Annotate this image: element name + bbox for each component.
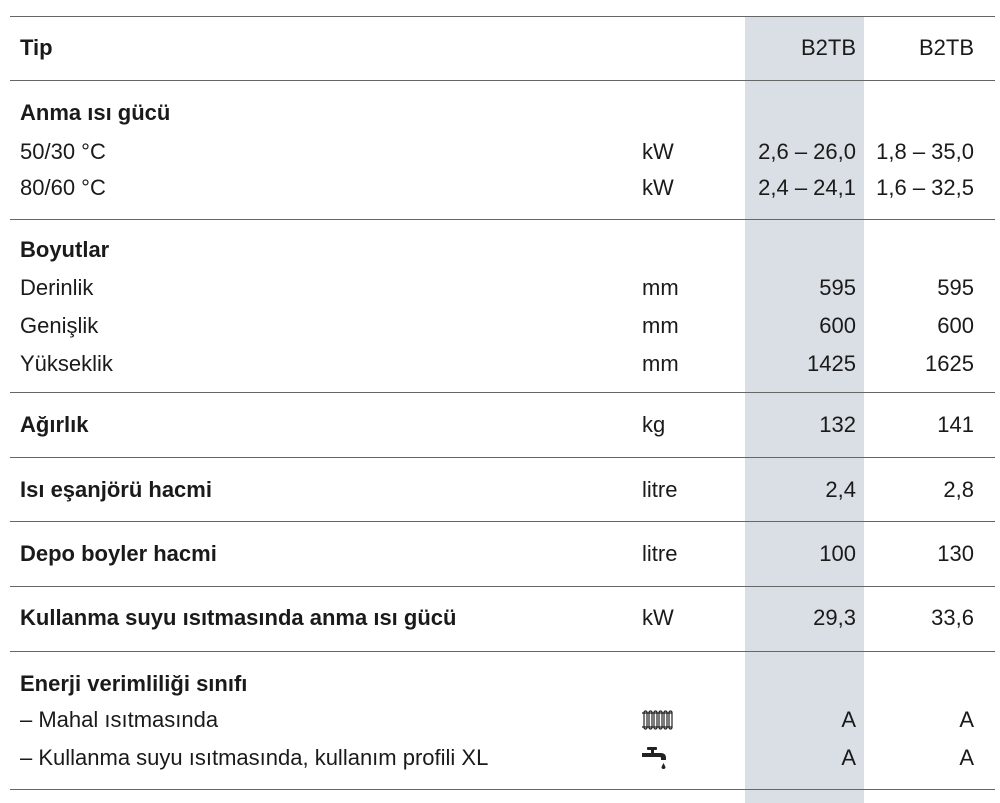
header-col2: B2TB [918,35,974,60]
row-value-2: A [959,707,974,732]
row-label: – Mahal ısıtmasında [20,707,219,732]
row-label-agirlik: Ağırlık [20,412,89,437]
section-title-enerji: Enerji verimliliği sınıfı [20,671,248,696]
row-unit: litre [642,541,678,566]
row-unit: kW [642,139,674,164]
row-unit: kg [642,412,666,437]
row-value-2: 1,6 – 32,5 [876,175,974,200]
row-value-2: 2,8 [943,477,974,502]
row-value-1: 1425 [807,351,856,376]
table-rule [10,457,995,458]
row-unit: litre [642,477,678,502]
row-value-1: 132 [819,412,856,437]
row-unit: kW [642,175,674,200]
table-rule-top [10,16,995,17]
table-rule [10,651,995,652]
row-label: Derinlik [20,275,94,300]
row-label: Genişlik [20,313,99,338]
row-value-1: 595 [819,275,856,300]
table-rule [10,392,995,393]
row-unit: mm [642,351,679,376]
row-value-1: 29,3 [813,605,856,630]
row-value-1: 600 [819,313,856,338]
radiator-icon [641,709,673,736]
row-value-1: A [841,707,856,732]
row-value-1: A [841,745,856,770]
table-rule [10,219,995,220]
table-rule [10,80,995,81]
row-value-2: 141 [937,412,974,437]
row-label-kullanma: Kullanma suyu ısıtmasında anma ısı gücü [20,605,457,630]
row-value-1: 100 [819,541,856,566]
table-rule [10,521,995,522]
row-value-2: 33,6 [931,605,974,630]
row-label-esanjor: Isı eşanjörü hacmi [20,477,212,502]
row-value-2: 1625 [925,351,974,376]
row-value-2: 595 [937,275,974,300]
row-label: 80/60 °C [20,175,106,200]
section-title-boyutlar: Boyutlar [20,237,110,262]
faucet-icon [641,746,669,775]
row-value-1: 2,6 – 26,0 [758,139,856,164]
row-value-2: 600 [937,313,974,338]
row-label: – Kullanma suyu ısıtmasında, kullanım profili XL [20,745,489,770]
row-label-depo: Depo boyler hacmi [20,541,217,566]
row-label: Yükseklik [20,351,113,376]
table-rule [10,586,995,587]
table-rule-bottom [10,789,995,790]
row-value-2: A [959,745,974,770]
row-value-2: 130 [937,541,974,566]
header-col1: B2TB [800,35,856,60]
header-label: Tip [20,35,53,60]
row-unit: kW [642,605,674,630]
row-label: 50/30 °C [20,139,106,164]
row-value-1: 2,4 – 24,1 [758,175,856,200]
row-value-1: 2,4 [825,477,856,502]
row-unit: mm [642,313,679,338]
section-title-anma: Anma ısı gücü [20,100,171,125]
row-value-2: 1,8 – 35,0 [876,139,974,164]
row-unit: mm [642,275,679,300]
